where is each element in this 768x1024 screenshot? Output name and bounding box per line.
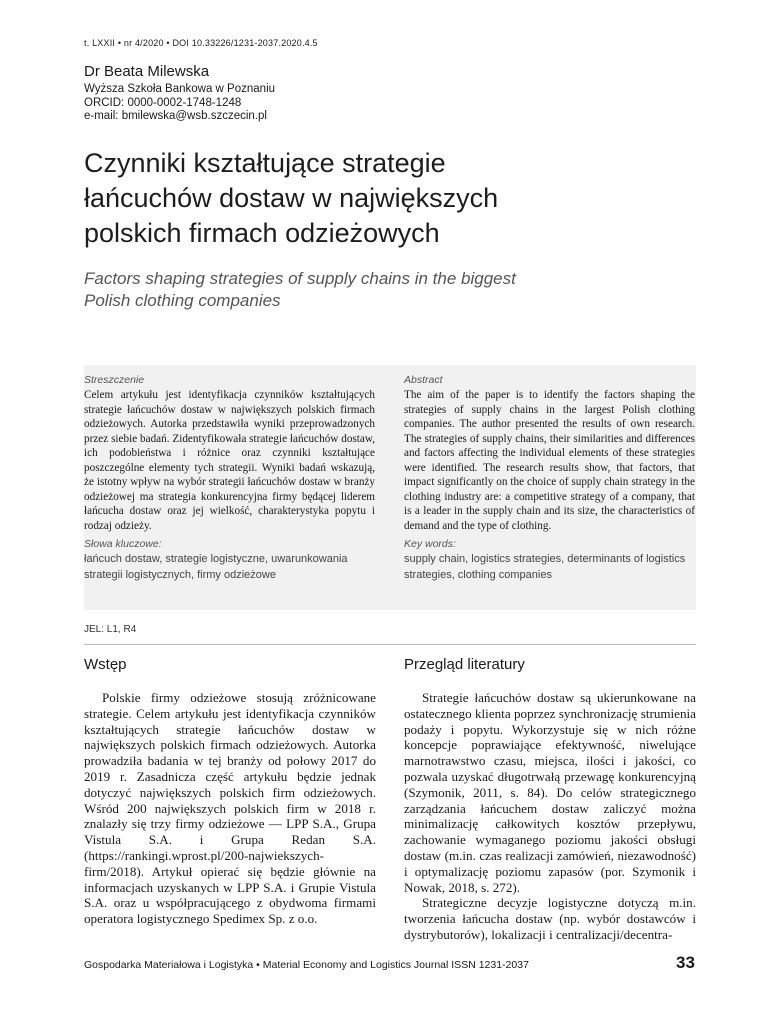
- section-heading-literature-review: Przegląd literatury: [404, 656, 525, 673]
- article-title-polish: [84, 146, 684, 251]
- title-en-line: Polish clothing companies: [84, 291, 281, 310]
- abstract-pl-heading: Streszczenie: [84, 374, 145, 386]
- paragraph: Strategie łańcuchów dostaw są ukierunkowane na ostatecznego klienta poprzez synchronizację strumienia podaży i popytu. Wykorzystuje się w nich różne koncepcje poprawiające efektywność, niwelujące marnotrawstwo czasu, miejsca, ilości i jakości, co pozwala uzyskać długotrwałą przewagę konkurencyjną (Szymonik, 2011, s. 84). Do celów strategicznego zarządzania łańcuchem dostaw zaliczyć można minimalizację całkowitych kosztów przepływu, zachowanie wymaganego poziomu jakości obsługi dostaw (m.in. czas realizacji zamówień, niezawodność) i optymalizację poziomu zapasów (por. Szymonik i Nowak, 2018, s. 272).: [404, 690, 696, 895]
- introduction-body: [84, 690, 376, 927]
- abstract-en-text: The aim of the paper is to identify the factors shaping the strategies of supply chains in the largest Polish clothing companies. The author presented the results of own research. The strategies of supply chains, their similarities and differences and factors affecting the individual elements of these strategies were identified. The research results show, that factors, that impact significantly on the choice of supply chain strategy in the clothing industry are: a competitive strategy of a company, that is a leader in the supply chain and its size, the characteristics of demand and the type of clothing.: [404, 389, 695, 532]
- keywords-en-heading: Key words:: [404, 538, 456, 550]
- author-affiliation-block: [84, 83, 275, 124]
- author-institution: Wyższa Szkoła Bankowa w Poznaniu: [84, 83, 276, 95]
- abstract-en-heading: Abstract: [404, 374, 443, 386]
- literature-review-body: [404, 690, 696, 943]
- section-heading-introduction: Wstęp: [84, 656, 127, 673]
- title-pl-line: Czynniki kształtujące strategie: [84, 148, 446, 178]
- abstract-english-column: [404, 373, 695, 583]
- section-divider: [84, 644, 696, 645]
- footer-journal-name: Gospodarka Materiałowa i Logistyka • Material Economy and Logistics Journal ISSN 1231-2037: [84, 959, 529, 971]
- journal-issue-meta: t. LXXII • nr 4/2020 • DOI 10.33226/1231-2037.2020.4.5: [84, 38, 318, 48]
- keywords-pl-text: łańcuch dostaw, strategie logistyczne, uwarunkowania strategii logistycznych, firmy odzieżowe: [84, 553, 348, 581]
- jel-classification: JEL: L1, R4: [84, 624, 137, 635]
- title-en-line: Factors shaping strategies of supply chains in the biggest: [84, 269, 516, 288]
- keywords-pl-heading: Słowa kluczowe:: [84, 538, 162, 550]
- keywords-en-text: supply chain, logistics strategies, determinants of logistics strategies, clothing companies: [404, 553, 686, 581]
- paragraph: Strategiczne decyzje logistyczne dotyczą m.in. tworzenia łańcucha dostaw (np. wybór dostawców i dystrybutorów), lokalizacji i centralizacji/decentra-: [404, 895, 696, 942]
- author-orcid: ORCID: 0000-0002-1748-1248: [84, 96, 242, 109]
- abstract-polish-column: [84, 373, 375, 583]
- paragraph: Polskie firmy odzieżowe stosują zróżnicowane strategie. Celem artykułu jest identyfikacja czynników kształtujących strategie łańcuchów dostaw w największych polskich firmach odzieżowych. Autorka prowadziła badania w tej branży od połowy 2017 do 2019 r. Zasadnicza część artykułu będzie jednak dotyczyć największych polskich firm odzieżowych. Wśród 200 największych polskich firm w 2018 r. znalazły się trzy firmy odzieżowe — LPP S.A., Grupa Vistula S.A. i Grupa Redan S.A. (https://rankingi.wprost.pl/200-najwiekszych-firm/2018). Artykuł opierać się będzie głównie na informacjach uzyskanych w LPP S.A. i Grupie Vistula S.A. oraz u współpracującego z obydwoma firmami operatora logistycznego Spedimex Sp. z o.o.: [84, 690, 376, 927]
- article-title-english: [84, 268, 684, 312]
- title-pl-line: łańcuchów dostaw w największych: [84, 183, 499, 213]
- abstract-pl-text: Celem artykułu jest identyfikacja czynników kształtujących strategie łańcuchów dostaw w największych polskich firmach odzieżowych. Autorka przedstawiła wyniki przeprowadzonych przez siebie badań. Zidentyfikowała strategie łańcuchów dostaw, ich podobieństwa i różnice oraz czynniki kształtujące poszczególne elementy tych strategii. Wyniki badań wskazują, że istotny wpływ na wybór strategii łańcuchów dostaw w branży odzieżowej ma strategia konkurencyjna firmy będącej liderem łańcucha dostaw oraz jej wielkość, charakterystyka popytu i rodzaj odzieży.: [84, 389, 375, 532]
- page-number: 33: [676, 953, 695, 972]
- author-name: Dr Beata Milewska: [84, 63, 210, 80]
- title-pl-line: polskich firmach odzieżowych: [84, 218, 440, 248]
- author-email: e-mail: bmilewska@wsb.szczecin.pl: [84, 110, 267, 122]
